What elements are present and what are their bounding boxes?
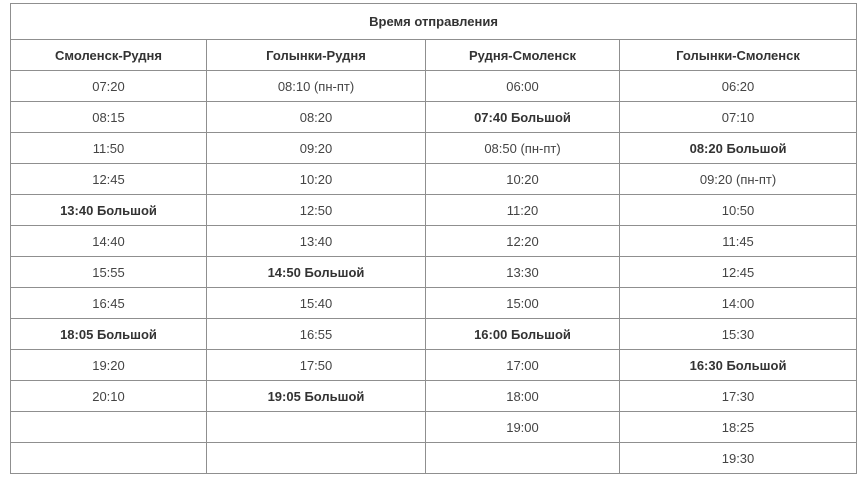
table-body [11,71,857,474]
table-cell: 08:20 [207,102,426,133]
table-cell: 08:50 (пн-пт) [426,133,620,164]
table-cell: 08:20 Большой [620,133,857,164]
table-cell: 14:40 [11,226,207,257]
table-header-row [11,40,857,71]
table-cell: 17:00 [426,350,620,381]
table-cell: 07:20 [11,71,207,102]
column-header-golynki-smolensk: Голынки-Смоленск [620,40,857,71]
table-cell: 11:20 [426,195,620,226]
table-cell: 07:10 [620,102,857,133]
table-cell: 09:20 [207,133,426,164]
table-cell [207,412,426,443]
table-cell [207,443,426,474]
table-cell: 20:10 [11,381,207,412]
column-header-rudnya-smolensk: Рудня-Смоленск [426,40,620,71]
table-cell: 14:00 [620,288,857,319]
table-row [11,164,857,195]
table-cell: 08:15 [11,102,207,133]
table-cell: 18:05 Большой [11,319,207,350]
table-cell: 18:00 [426,381,620,412]
table-row [11,102,857,133]
table-cell: 06:20 [620,71,857,102]
table-cell: 13:40 [207,226,426,257]
table-cell: 10:20 [426,164,620,195]
table-cell: 11:50 [11,133,207,164]
departure-schedule-table [10,3,857,474]
table-cell: 12:50 [207,195,426,226]
table-cell: 08:10 (пн-пт) [207,71,426,102]
table-cell: 15:40 [207,288,426,319]
table-row [11,443,857,474]
schedule-container [10,3,856,474]
column-header-smolensk-rudnya: Смоленск-Рудня [11,40,207,71]
column-header-golynki-rudnya: Голынки-Рудня [207,40,426,71]
table-cell: 15:00 [426,288,620,319]
table-cell: 12:45 [620,257,857,288]
table-cell: 11:45 [620,226,857,257]
table-cell: 14:50 Большой [207,257,426,288]
table-row [11,195,857,226]
table-row [11,257,857,288]
table-cell: 10:20 [207,164,426,195]
table-cell: 12:20 [426,226,620,257]
table-row [11,412,857,443]
table-cell: 10:50 [620,195,857,226]
table-cell: 19:05 Большой [207,381,426,412]
table-cell: 17:50 [207,350,426,381]
table-cell: 16:00 Большой [426,319,620,350]
table-row [11,226,857,257]
table-cell: 06:00 [426,71,620,102]
table-cell: 19:00 [426,412,620,443]
table-row [11,133,857,164]
table-cell: 09:20 (пн-пт) [620,164,857,195]
table-cell [11,412,207,443]
table-cell: 15:55 [11,257,207,288]
table-cell: 18:25 [620,412,857,443]
table-title: Время отправления [11,4,857,40]
table-cell: 17:30 [620,381,857,412]
table-cell [11,443,207,474]
table-cell [426,443,620,474]
table-cell: 19:20 [11,350,207,381]
table-cell: 13:30 [426,257,620,288]
table-cell: 13:40 Большой [11,195,207,226]
table-cell: 16:45 [11,288,207,319]
table-title-row [11,4,857,40]
table-cell: 16:55 [207,319,426,350]
table-row [11,288,857,319]
table-cell: 19:30 [620,443,857,474]
table-row [11,381,857,412]
table-cell: 07:40 Большой [426,102,620,133]
table-cell: 16:30 Большой [620,350,857,381]
table-row [11,71,857,102]
table-cell: 15:30 [620,319,857,350]
table-row [11,319,857,350]
table-cell: 12:45 [11,164,207,195]
table-row [11,350,857,381]
